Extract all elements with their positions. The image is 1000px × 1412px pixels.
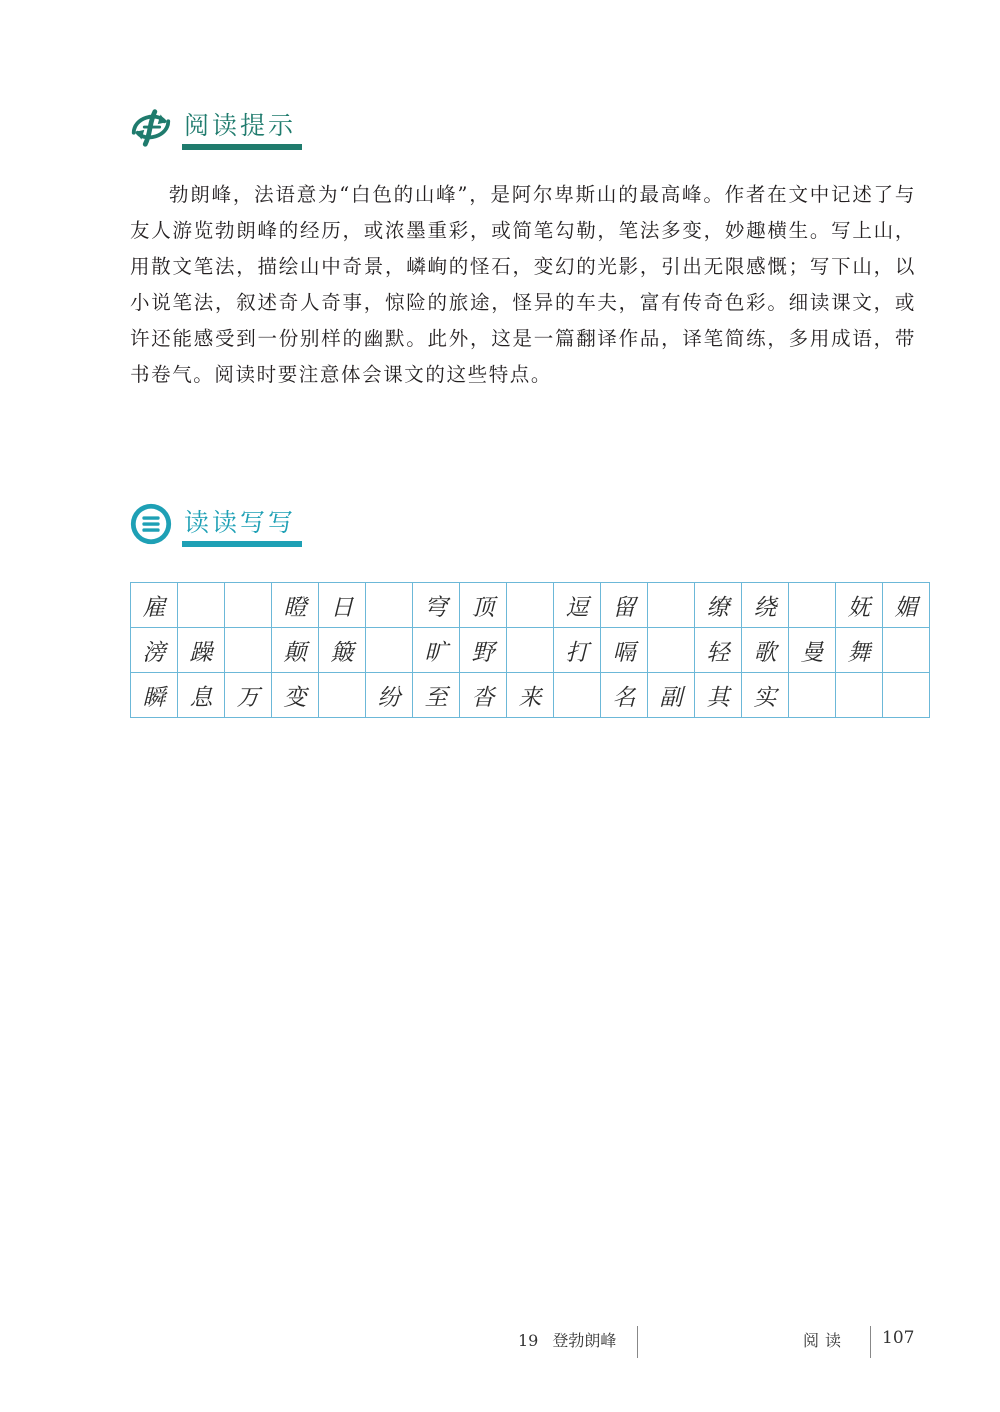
grid-cell: 瞬 <box>131 673 178 718</box>
footer-divider <box>637 1326 638 1358</box>
grid-cell <box>319 673 366 718</box>
grid-row <box>131 583 930 628</box>
grid-cell: 媚 <box>883 583 930 628</box>
list-menu-icon <box>128 501 174 547</box>
grid-cell: 缭 <box>695 583 742 628</box>
read-write-title: 读读写写 <box>184 508 297 537</box>
grid-cell <box>648 628 695 673</box>
footer-divider <box>870 1326 871 1358</box>
grid-cell: 至 <box>413 673 460 718</box>
grid-cell: 嗝 <box>601 628 648 673</box>
grid-cell: 簸 <box>319 628 366 673</box>
grid-cell <box>789 583 836 628</box>
grid-cell <box>225 628 272 673</box>
grid-cell <box>366 628 413 673</box>
grid-cell <box>789 673 836 718</box>
lesson-number: 19 <box>518 1331 539 1350</box>
grid-cell <box>836 673 883 718</box>
footer-lesson <box>518 1328 616 1358</box>
vocabulary-grid <box>130 582 930 718</box>
grid-cell <box>648 583 695 628</box>
grid-cell <box>178 583 225 628</box>
grid-cell <box>507 628 554 673</box>
grid-cell: 留 <box>601 583 648 628</box>
grid-cell: 颠 <box>272 628 319 673</box>
grid-cell <box>883 628 930 673</box>
grid-cell: 沓 <box>460 673 507 718</box>
grid-cell: 打 <box>554 628 601 673</box>
grid-cell: 实 <box>742 673 789 718</box>
grid-cell <box>366 583 413 628</box>
reading-tips-title: 阅读提示 <box>184 111 297 140</box>
grid-cell: 来 <box>507 673 554 718</box>
grid-cell: 滂 <box>131 628 178 673</box>
reading-tip-icon <box>128 104 174 150</box>
reading-tips-paragraph: 勃朗峰，法语意为“白色的山峰”，是阿尔卑斯山的最高峰。作者在文中记述了与友人游览勃朗峰的经历，或浓墨重彩，或简笔勾勒，笔法多变，妙趣横生。写上山，用散文笔法，描绘山中奇景，嶙峋的怪石，变幻的光影，引出无限感慨；写下山，以小说笔法，叙述奇人奇事，惊险的旅途，怪异的车夫，富有传奇色彩。细读课文，或许还能感受到一份别样的幽默。此外，这是一篇翻译作品，译笔简练，多用成语，带书卷气。阅读时要注意体会课文的这些特点。 <box>130 183 916 386</box>
grid-cell: 逗 <box>554 583 601 628</box>
grid-cell: 歌 <box>742 628 789 673</box>
grid-cell: 躁 <box>178 628 225 673</box>
grid-cell <box>225 583 272 628</box>
grid-cell: 曼 <box>789 628 836 673</box>
grid-cell: 绕 <box>742 583 789 628</box>
lesson-title: 登勃朗峰 <box>552 1331 617 1350</box>
grid-row <box>131 628 930 673</box>
grid-cell: 息 <box>178 673 225 718</box>
title-underline <box>182 144 302 150</box>
grid-cell: 轻 <box>695 628 742 673</box>
reading-tips-heading <box>128 104 296 150</box>
grid-cell: 穹 <box>413 583 460 628</box>
grid-cell: 万 <box>225 673 272 718</box>
grid-row <box>131 673 930 718</box>
grid-cell: 妩 <box>836 583 883 628</box>
grid-cell: 野 <box>460 628 507 673</box>
page-number: 107 <box>882 1328 915 1348</box>
grid-cell: 副 <box>648 673 695 718</box>
grid-cell: 雇 <box>131 583 178 628</box>
grid-cell: 舞 <box>836 628 883 673</box>
title-underline <box>182 541 302 547</box>
grid-cell <box>554 673 601 718</box>
grid-cell: 名 <box>601 673 648 718</box>
read-write-heading <box>128 501 296 547</box>
footer-section: 阅读 <box>803 1331 848 1350</box>
grid-cell <box>507 583 554 628</box>
grid-cell: 纷 <box>366 673 413 718</box>
grid-cell: 变 <box>272 673 319 718</box>
grid-cell: 瞪 <box>272 583 319 628</box>
grid-cell <box>883 673 930 718</box>
grid-cell: 旷 <box>413 628 460 673</box>
grid-cell: 日 <box>319 583 366 628</box>
grid-cell: 顶 <box>460 583 507 628</box>
grid-cell: 其 <box>695 673 742 718</box>
